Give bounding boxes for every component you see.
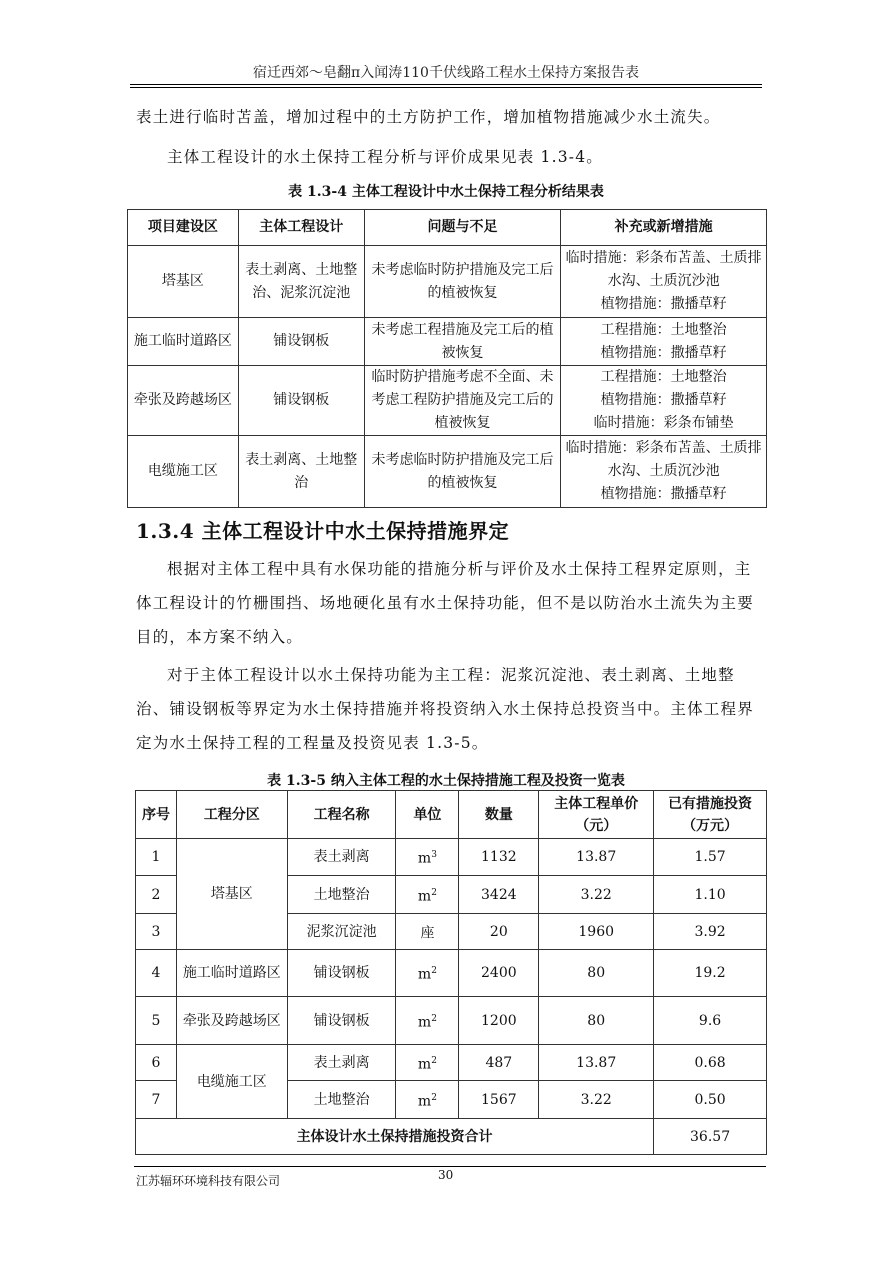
measure-line: 植物措施：撒播草籽: [600, 392, 727, 408]
cell-invest: 19.2: [654, 950, 767, 997]
cell-area: 塔基区: [128, 246, 239, 318]
cell-seq: 6: [136, 1045, 177, 1081]
measure-line: 工程措施：土地整治: [600, 369, 727, 385]
cell-unit: $m^2$: [396, 876, 459, 914]
cell-invest: 1.57: [654, 839, 767, 876]
total-row: [136, 1119, 767, 1155]
cell-zone: 牵张及跨越场区: [176, 997, 287, 1045]
cell-unit: $m^2$: [396, 997, 459, 1045]
table-row: [128, 246, 767, 318]
section-heading: 1.3.4 主体工程设计中水土保持措施界定: [136, 519, 510, 543]
cell-qty: 1200: [459, 997, 539, 1045]
cell-price: 1960: [539, 914, 654, 950]
cell-qty: 1132: [459, 839, 539, 876]
cell-measures: [561, 436, 767, 508]
cell-area: 电缆施工区: [128, 436, 239, 508]
cell-name: 铺设钢板: [287, 950, 396, 997]
cell-price: 13.87: [539, 839, 654, 876]
cell-name: 铺设钢板: [287, 997, 396, 1045]
cell-issue: 临时防护措施考虑不全面、未考虑工程防护措施及完工后的植被恢复: [364, 366, 561, 436]
cell-qty: 1567: [459, 1081, 539, 1119]
header-unit: 单位: [396, 791, 459, 839]
cell-price: 3.22: [539, 1081, 654, 1119]
cell-measures: [561, 246, 767, 318]
header-measures: 补充或新增措施: [561, 210, 767, 246]
header-qty: 数量: [459, 791, 539, 839]
footer-company: 江苏辐环环境科技有限公司: [136, 1174, 281, 1188]
cell-unit: 座: [396, 914, 459, 950]
cell-price: 80: [539, 950, 654, 997]
cell-price: 13.87: [539, 1045, 654, 1081]
header-price: 主体工程单价（元）: [539, 791, 654, 839]
cell-seq: 4: [136, 950, 177, 997]
section-paragraph-1: 根据对主体工程中具有水保功能的措施分析与评价及水土保持工程界定原则，主体工程设计的竹栅围挡、场地硬化虽有水土保持功能，但不是以防治水土流失为主要目的，本方案不纳入。: [136, 560, 754, 646]
cell-name: 表土剥离: [287, 839, 396, 876]
header-seq: 序号: [136, 791, 177, 839]
cell-seq: 3: [136, 914, 177, 950]
cell-unit: $m^2$: [396, 1081, 459, 1119]
table-row: [128, 436, 767, 508]
header-area: 项目建设区: [128, 210, 239, 246]
table-row: [136, 997, 767, 1045]
cell-unit: $m^3$: [396, 839, 459, 876]
cell-area: 牵张及跨越场区: [128, 366, 239, 436]
table-header-row: [128, 210, 767, 246]
measure-line: 植物措施：撒播草籽: [600, 296, 727, 312]
footer-rule: [134, 1166, 766, 1167]
measure-line: 临时措施：彩条布苫盖、土质排水沟、土质沉沙池: [565, 250, 762, 289]
header-name: 工程名称: [287, 791, 396, 839]
measure-line: 临时措施：彩条布铺垫: [593, 415, 734, 431]
cell-seq: 5: [136, 997, 177, 1045]
cell-name: 土地整治: [287, 1081, 396, 1119]
cell-design: 表土剥离、土地整治: [238, 436, 364, 508]
header-design: 主体工程设计: [238, 210, 364, 246]
cell-invest: 0.50: [654, 1081, 767, 1119]
cell-qty: 3424: [459, 876, 539, 914]
cell-seq: 2: [136, 876, 177, 914]
total-label: 主体设计水土保持措施投资合计: [136, 1119, 654, 1155]
section-paragraph-2: 对于主体工程设计以水土保持功能为主工程：泥浆沉淀池、表土剥离、土地整治、铺设钢板等界定为水土保持措施并将投资纳入水土保持总投资当中。主体工程界定为水土保持工程的工程量及投资见表 1.3-5。: [136, 666, 754, 752]
measure-line: 工程措施：土地整治: [600, 321, 727, 338]
measure-line: 植物措施：撒播草籽: [600, 344, 727, 361]
table-row: [136, 839, 767, 876]
cell-price: 80: [539, 997, 654, 1045]
cell-zone: 电缆施工区: [176, 1045, 287, 1119]
investment-table: [135, 790, 767, 1155]
header-zone: 工程分区: [176, 791, 287, 839]
cell-issue: 未考虑工程措施及完工后的植被恢复: [364, 318, 561, 366]
cell-price: 3.22: [539, 876, 654, 914]
cell-invest: 1.10: [654, 876, 767, 914]
analysis-table: [127, 209, 767, 508]
cell-issue: 未考虑临时防护措施及完工后的植被恢复: [364, 246, 561, 318]
table1-caption: 表 1.3-4 主体工程设计中水土保持工程分析结果表: [288, 184, 604, 200]
cell-unit: $m^2$: [396, 950, 459, 997]
measure-line: 植物措施：撒播草籽: [600, 486, 727, 502]
cell-measures: [561, 318, 767, 366]
table2-caption: 表 1.3-5 纳入主体工程的水土保持措施工程及投资一览表: [267, 773, 625, 789]
cell-seq: 1: [136, 839, 177, 876]
header-rule: [130, 84, 762, 88]
cell-invest: 0.68: [654, 1045, 767, 1081]
cell-unit: $m^2$: [396, 1045, 459, 1081]
cell-qty: 487: [459, 1045, 539, 1081]
cell-invest: 9.6: [654, 997, 767, 1045]
table-row: [128, 318, 767, 366]
cell-design: 表土剥离、土地整治、泥浆沉淀池: [238, 246, 364, 318]
header-invest: 已有措施投资（万元）: [654, 791, 767, 839]
table-row: [128, 366, 767, 436]
cell-name: 泥浆沉淀池: [287, 914, 396, 950]
running-header: 宿迁西郊～皂翻π入闻涛110千伏线路工程水土保持方案报告表: [253, 65, 639, 81]
cell-qty: 2400: [459, 950, 539, 997]
cell-name: 表土剥离: [287, 1045, 396, 1081]
total-value: 36.57: [654, 1119, 767, 1155]
cell-design: 铺设钢板: [238, 366, 364, 436]
cell-qty: 20: [459, 914, 539, 950]
paragraph-table-reference: 主体工程设计的水土保持工程分析与评价成果见表 1.3-4。: [167, 148, 603, 166]
page-number: 30: [438, 1168, 454, 1182]
table-header-row: [136, 791, 767, 839]
cell-seq: 7: [136, 1081, 177, 1119]
paragraph-continuation: 表土进行临时苫盖，增加过程中的土方防护工作，增加植物措施减少水土流失。: [136, 108, 721, 126]
measure-line: 临时措施：彩条布苫盖、土质排水沟、土质沉沙池: [565, 440, 762, 479]
cell-design: 铺设钢板: [238, 318, 364, 366]
cell-invest: 3.92: [654, 914, 767, 950]
table-row: [136, 950, 767, 997]
cell-issue: 未考虑临时防护措施及完工后的植被恢复: [364, 436, 561, 508]
cell-measures: [561, 366, 767, 436]
cell-area: 施工临时道路区: [128, 318, 239, 366]
cell-name: 土地整治: [287, 876, 396, 914]
cell-zone: 施工临时道路区: [176, 950, 287, 997]
header-issue: 问题与不足: [364, 210, 561, 246]
table-row: [136, 1045, 767, 1081]
cell-zone: 塔基区: [176, 839, 287, 950]
